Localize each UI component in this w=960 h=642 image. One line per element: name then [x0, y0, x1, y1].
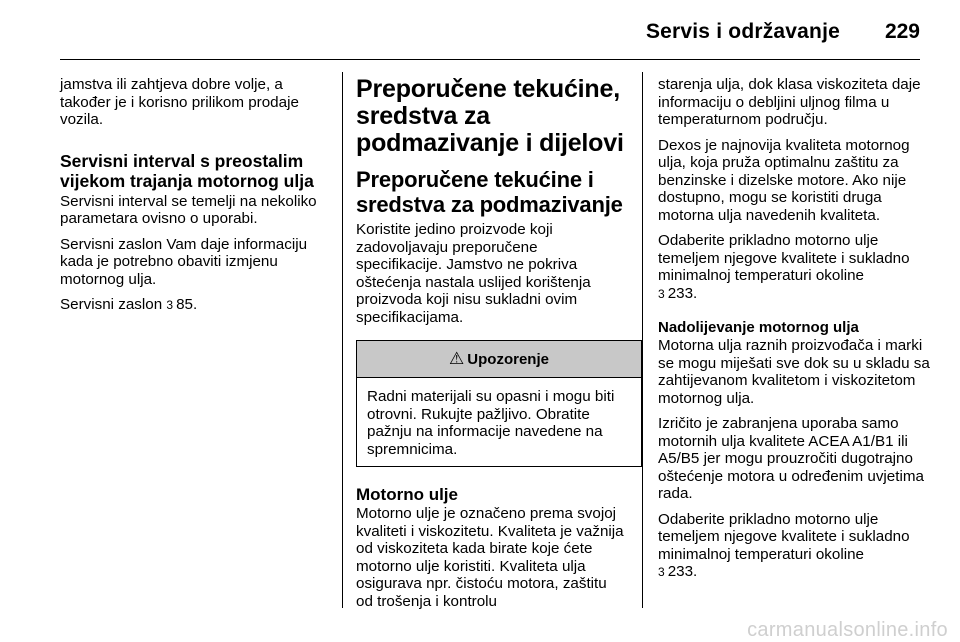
- paragraph-service-display-ref: [60, 296, 328, 315]
- heading-recommended-lubricants: Preporučene tekućine i sredstva za podmazivanje: [356, 167, 623, 217]
- warning-text: Radni materijali su opasni i mogu biti otrovni. Rukujte pažljivo. Obratite pažnju na informacije navedene na spremnicima.: [367, 388, 615, 458]
- paragraph: Servisni zaslon Vam daje informaciju kada je potrebno obaviti izmjenu motornog ulja.: [60, 235, 308, 288]
- page-number: 229: [884, 20, 920, 43]
- column-1: [60, 76, 328, 323]
- column-divider-1: [342, 72, 343, 608]
- column-3: [658, 76, 930, 590]
- warning-triangle-icon: ⚠: [449, 349, 465, 368]
- heading-service-interval: Servisni interval s preostalim vijekom trajanja motornog ulja: [60, 150, 314, 191]
- header-divider: [60, 59, 920, 60]
- page-ref-link[interactable]: 85.: [176, 296, 198, 313]
- page-ref-arrow-icon: 3: [658, 286, 665, 301]
- paragraph: Dexos je najnovija kvaliteta motornog ulja, koja pruža optimalnu zaštitu za benzinske i dizelske motore. Ako nije dostupno, mogu se koristiti druga motorna ulja navedenih kvaliteta.: [658, 136, 910, 224]
- page-ref-arrow-icon: 3: [166, 298, 174, 312]
- paragraph: Koristite jedino proizvode koji zadovoljavaju preporučene specifikacije. Jamstvo ne pokriva oštećenja nastala uslijed korištenja proizvoda koji nisu sukladni ovim specifikacijama.: [356, 221, 591, 326]
- column-divider-2: [642, 72, 643, 608]
- page-ref-link[interactable]: 233.: [667, 284, 698, 302]
- section-title: Servis i održavanje: [645, 20, 840, 43]
- heading-recommended-fluids: Preporučene tekućine, sredstva za podmazivanje i dijelovi: [356, 75, 624, 157]
- warning-box: [356, 340, 642, 467]
- paragraph: [658, 511, 930, 582]
- paragraph: Izričito je zabranjena uporaba samo motornih ulja kvalitete ACEA A1/B1 ili A5/B5 jer mogu prouzročiti dugotrajno oštećenje motora u određenim uvjetima rada.: [658, 415, 924, 502]
- paragraph: starenja ulja, dok klasa viskoziteta daje informaciju o debljini uljnog filma u temperaturnom području.: [658, 76, 921, 128]
- ref-text: Odaberite prikladno motorno ulje temeljem njegove kvalitete i sukladno minimalnoj temperaturi okoline: [658, 232, 910, 284]
- paragraph: Servisni interval se temelji na nekoliko parametara ovisno o uporabi.: [60, 192, 317, 227]
- page-header: [0, 0, 960, 60]
- ref-text: Odaberite prikladno motorno ulje temeljem njegove kvalitete i sukladno minimalnoj temperaturi okoline: [658, 510, 910, 563]
- heading-oil-topup: Nadolijevanje motornog ulja: [658, 319, 859, 336]
- warning-body: [357, 378, 641, 466]
- paragraph: [658, 232, 930, 303]
- column-2: [356, 76, 624, 618]
- warning-title: Upozorenje: [467, 350, 549, 368]
- paragraph: Motorno ulje je označeno prema svojoj kvaliteti i viskozitetu. Kvaliteta je važnija od viskoziteta kada birate koje ćete motorno ulje koristiti. Kvaliteta ulja osigurava npr. čistoću motora, zaštitu od trošenja i kontrolu: [356, 505, 624, 610]
- warning-header: [357, 341, 641, 378]
- page-ref-link[interactable]: 233.: [667, 563, 698, 580]
- ref-text: Servisni zaslon: [60, 296, 163, 313]
- paragraph: jamstva ili zahtjeva dobre volje, a također je i korisno prilikom prodaje vozila.: [60, 76, 299, 128]
- page-ref-arrow-icon: 3: [658, 565, 665, 579]
- heading-engine-oil: Motorno ulje: [356, 485, 458, 504]
- paragraph: Motorna ulja raznih proizvođača i marki se mogu miješati sve dok su u skladu sa zahtijevanom kvalitetom i viskozitetom motornog ulja.: [658, 337, 930, 407]
- watermark: carmanualsonline.info: [747, 619, 948, 641]
